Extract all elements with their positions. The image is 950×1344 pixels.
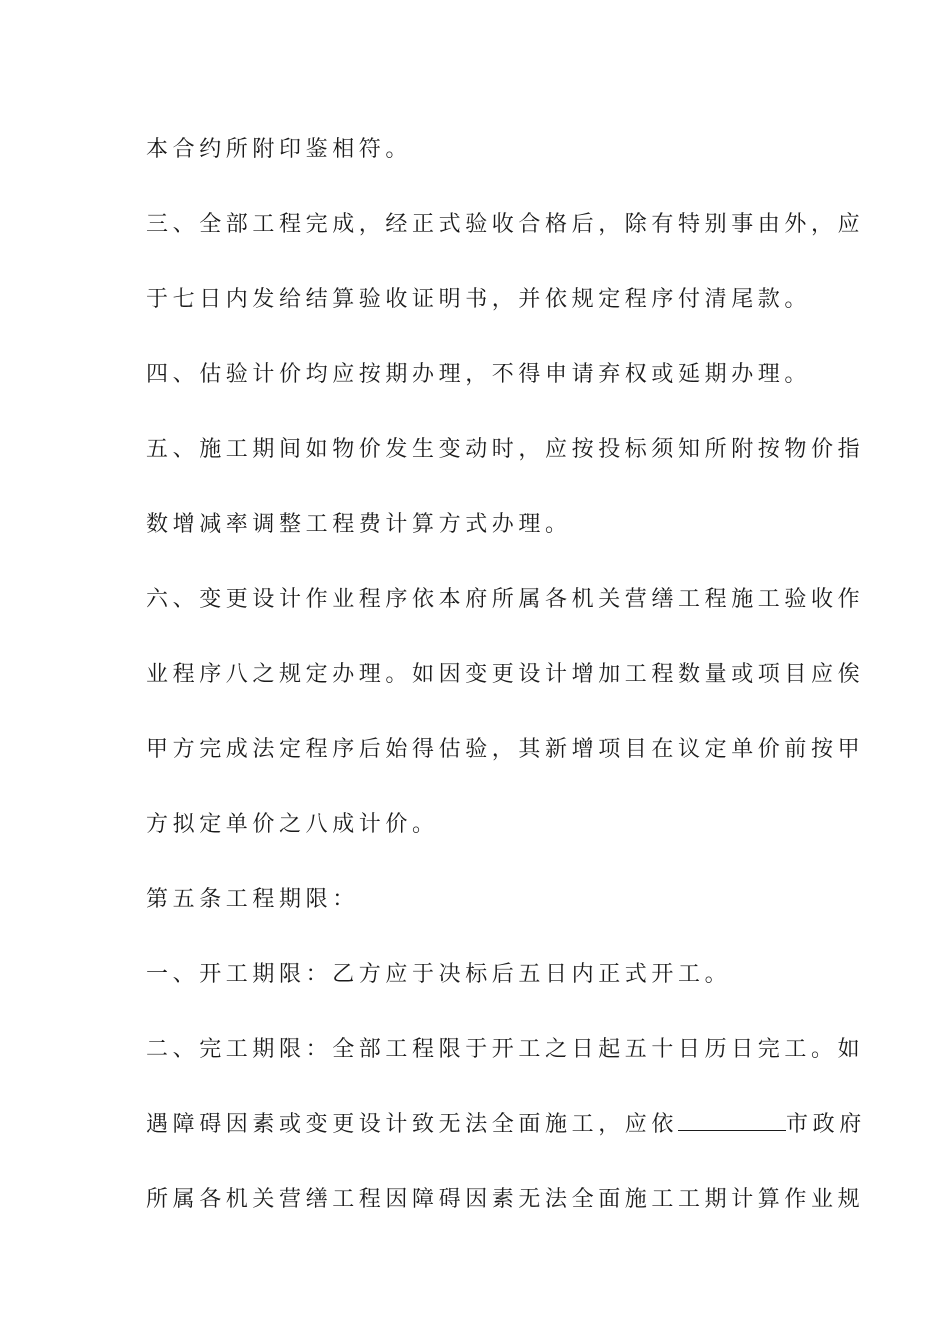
text-line: 四、估验计价均应按期办理，不得申请弃权或延期办理。 bbox=[146, 362, 812, 387]
fill-in-blank bbox=[678, 1110, 786, 1131]
text-segment: 遇障碍因素或变更设计致无法全面施工，应依 bbox=[146, 1112, 679, 1137]
text-line: 二、完工期限：全部工程限于开工之日起五十日历日完工。如 bbox=[146, 1037, 865, 1062]
text-line: 数增减率调整工程费计算方式办理。 bbox=[146, 512, 572, 537]
text-line: 三、全部工程完成，经正式验收合格后，除有特别事由外，应 bbox=[146, 212, 865, 237]
text-line: 所属各机关营缮工程因障碍因素无法全面施工工期计算作业规 bbox=[146, 1187, 865, 1212]
text-line: 业程序八之规定办理。如因变更设计增加工程数量或项目应俟 bbox=[146, 662, 865, 687]
text-line: 于七日内发给结算验收证明书，并依规定程序付清尾款。 bbox=[146, 287, 812, 312]
text-line: 六、变更设计作业程序依本府所属各机关营缮工程施工验收作 bbox=[146, 587, 865, 612]
text-line: 本合约所附印鉴相符。 bbox=[146, 137, 413, 162]
text-line: 甲方完成法定程序后始得估验，其新增项目在议定单价前按甲 bbox=[146, 737, 865, 762]
text-line: 五、施工期间如物价发生变动时，应按投标须知所附按物价指 bbox=[146, 437, 865, 462]
text-line: 方拟定单价之八成计价。 bbox=[146, 812, 439, 837]
article-heading: 第五条工程期限： bbox=[146, 887, 359, 912]
text-line: 一、开工期限：乙方应于决标后五日内正式开工。 bbox=[146, 962, 732, 987]
text-segment: 市政府 bbox=[786, 1112, 866, 1137]
text-line-with-blank bbox=[146, 1110, 866, 1140]
